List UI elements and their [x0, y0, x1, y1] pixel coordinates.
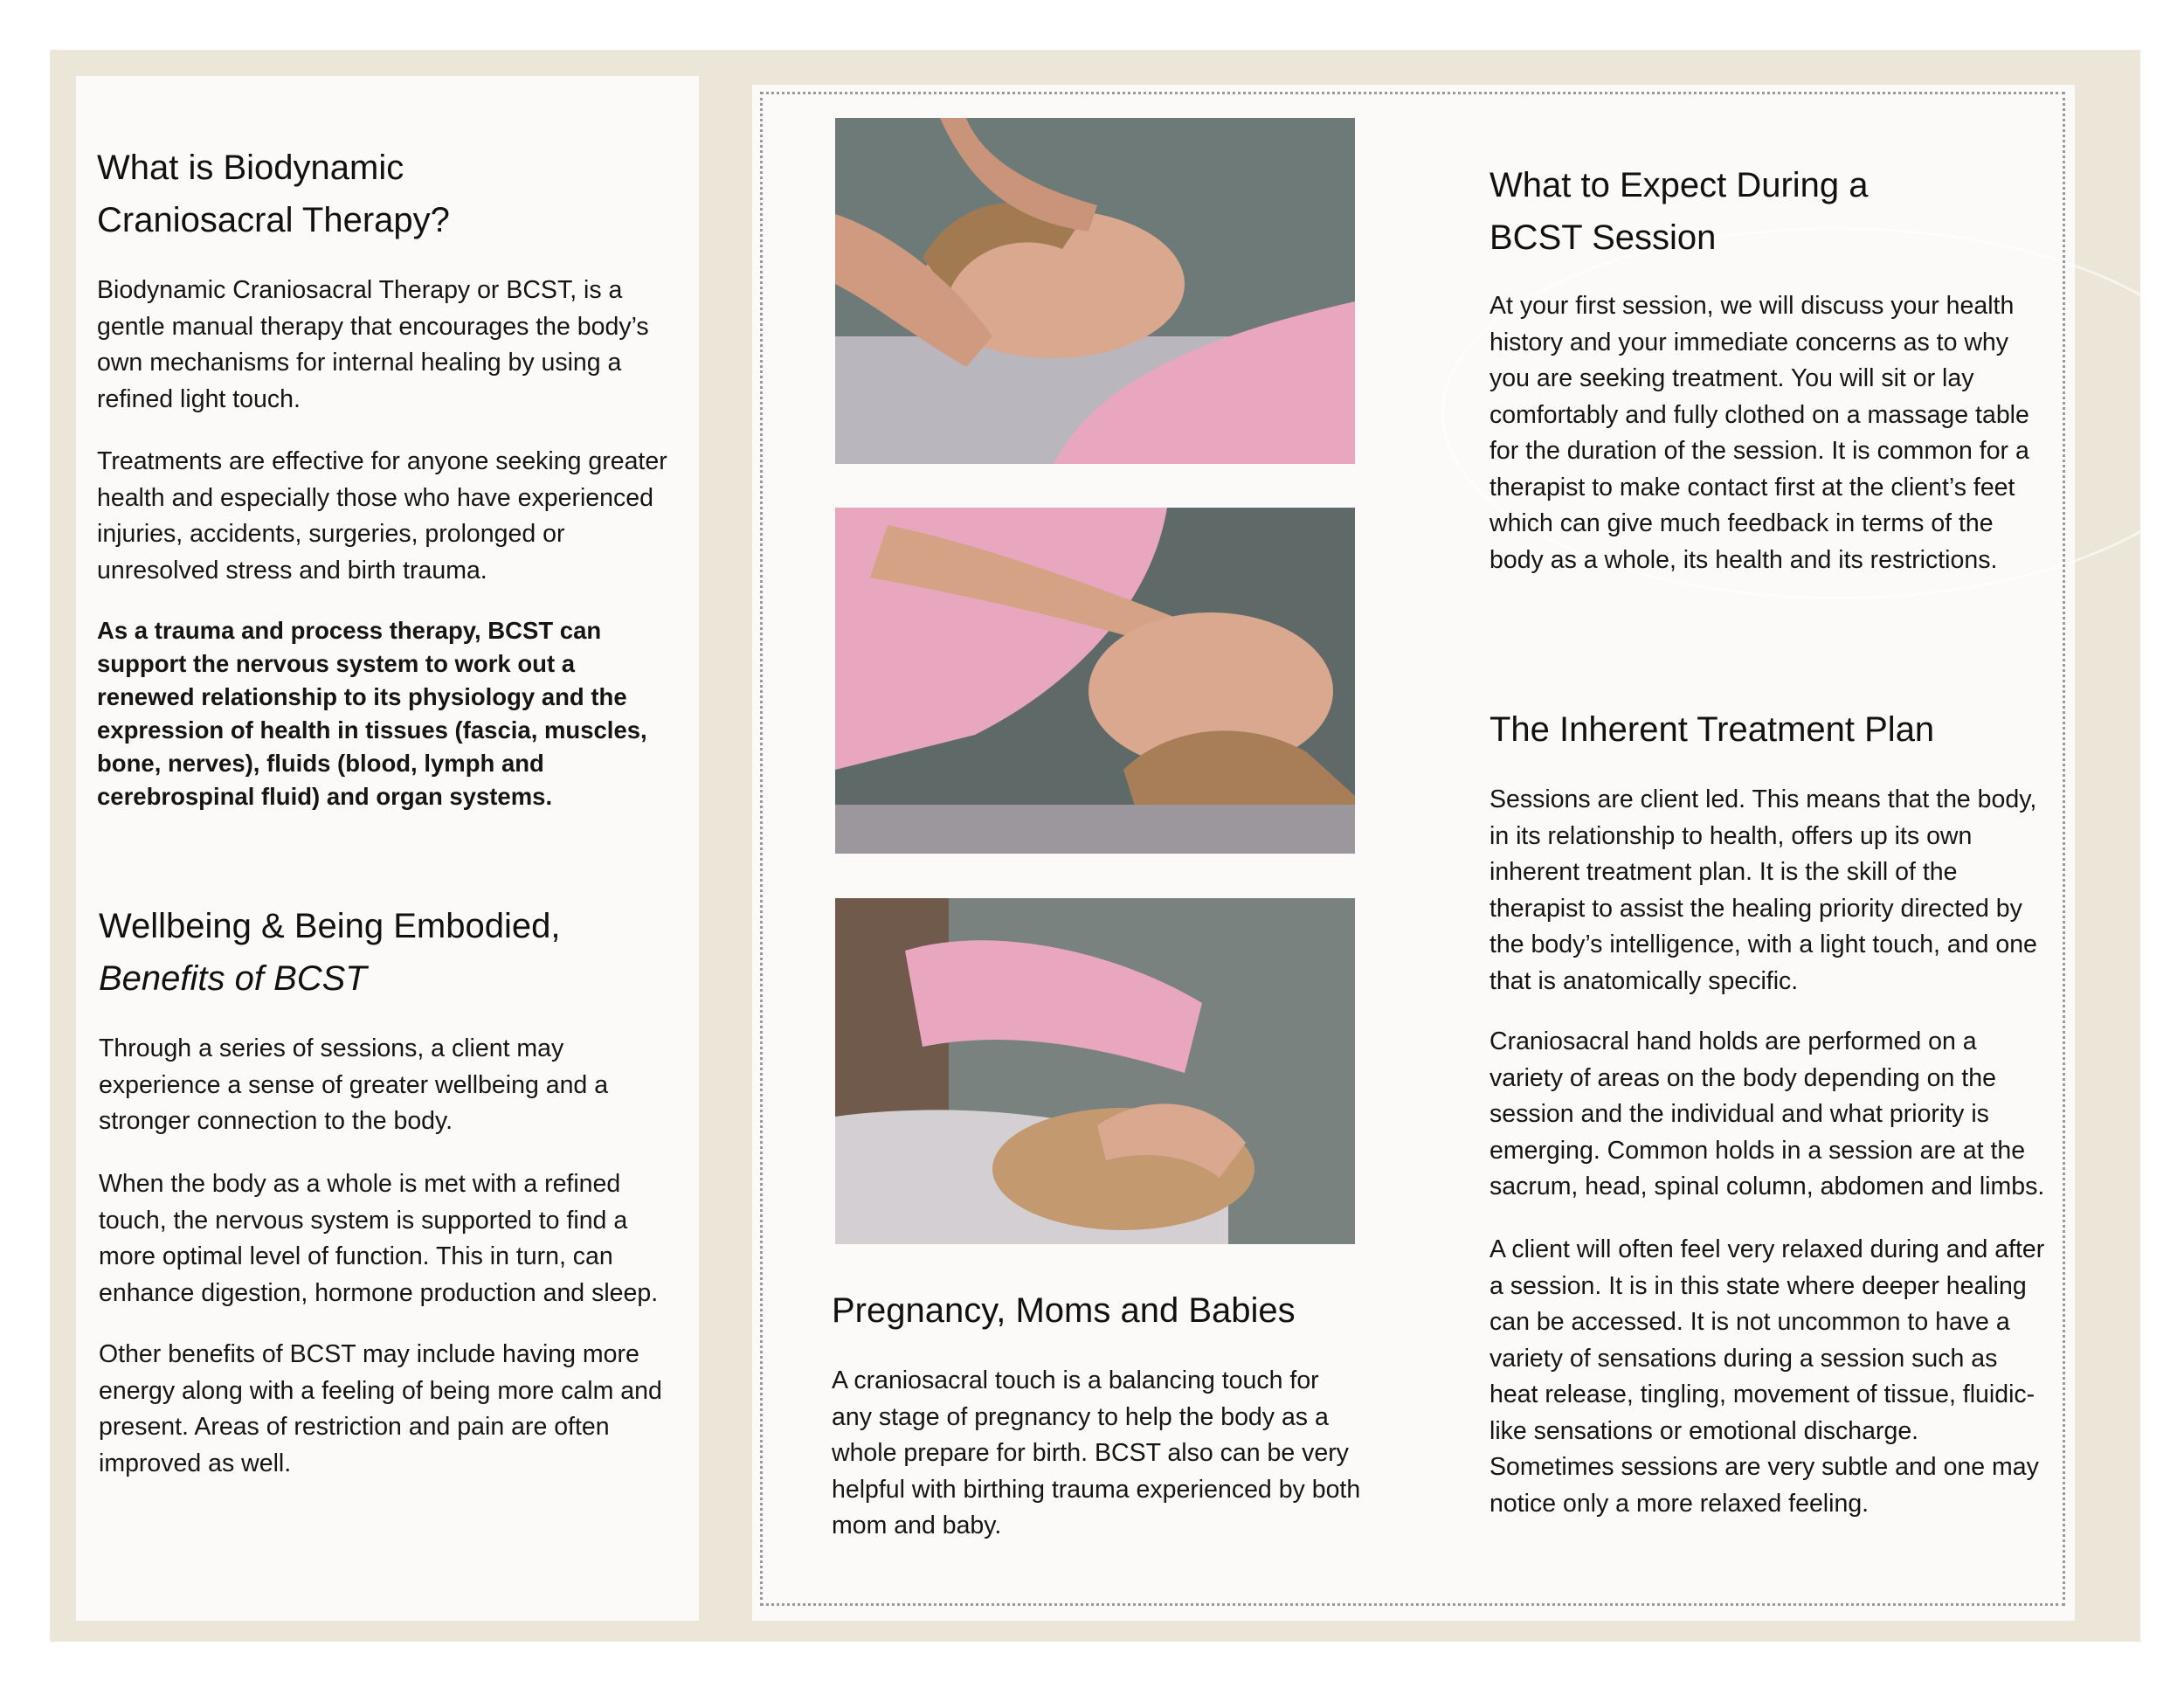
expect-paragraph: At your first session, we will discuss your health history and your immediate concerns as to why you are seeking treatment. You will sit or lay comfortably and fully clothed on a massage table for the duration of the session. It is common for a therapist to make contact first at the client’s feet which can give much feedback in terms of the body as a whole, its health and its restrictions.: [1489, 292, 2029, 574]
plan-hand-holds-paragraph: Craniosacral hand holds are performed on a variety of areas on the body depending on the session and the individual and what priority is emerging. Common holds in a session are at the sacrum, head, spinal column, abdomen and limbs.: [1489, 1027, 2045, 1200]
wellbeing-benefits-paragraph: Other benefits of BCST may include having more energy along with a feeling of being more calm and present. Areas of restriction and pain are often improved as well.: [99, 1340, 662, 1477]
expect-title-line2: BCST Session: [1489, 218, 1717, 257]
bcst-title-line2: Craniosacral Therapy?: [97, 201, 450, 239]
bcst-title-line1: What is Biodynamic: [97, 149, 404, 187]
bcst-title: [97, 142, 674, 246]
wellbeing-sessions-paragraph: Through a series of sessions, a client may experience a sense of greater wellbeing and a stronger connection to the body.: [99, 1034, 609, 1135]
plan-client-led-paragraph: Sessions are client led. This means that the body, in its relationship to health, offers up its own inherent treatment plan. It is the skill of the therapist to assist the healing priority directed by the body’s intelligence, with a light touch, and one that is anatomically specific.: [1489, 785, 2037, 995]
wellbeing-title-line: Wellbeing & Being Embodied,: [99, 907, 561, 945]
bcst-intro-paragraph: Biodynamic Craniosacral Therapy or BCST, is a gentle manual therapy that encourages the body’s own mechanisms for internal healing by using a refined light touch.: [97, 276, 649, 413]
photo-cranial-hold: [835, 898, 1355, 1244]
photo-chest-hold: [835, 508, 1355, 854]
pregnancy-title: Pregnancy, Moms and Babies: [832, 1291, 1296, 1330]
bcst-effective-paragraph: Treatments are effective for anyone seeking greater health and especially those who have experienced injuries, accidents, surgeries, prolonged or unresolved stress and birth trauma.: [97, 447, 667, 585]
plan-title: The Inherent Treatment Plan: [1489, 710, 1935, 749]
bcst-trauma-paragraph: As a trauma and process therapy, BCST can support the nervous system to work out a renewed relationship to its physiology and the expression of health in tissues (fascia, muscles, bone, nerves), fluids (blood, lymph and cerebrospinal fluid) and organ systems.: [97, 617, 647, 810]
wellbeing-touch-paragraph: When the body as a whole is met with a refined touch, the nervous system is supported to find a more optimal level of function. This in turn, can enhance digestion, hormone production and sleep.: [99, 1170, 659, 1307]
plan-relaxation-paragraph: A client will often feel very relaxed during and after a session. It is in this state where deeper healing can be accessed. It is not uncommon to have a variety of sensations during a session such as heat release, tingling, movement of tissue, fluidic-like sensations or emotional discharge. Sometimes sessions are very subtle and one may notice only a more relaxed feeling.: [1489, 1235, 2045, 1518]
expect-title-line1: What to Expect During a: [1489, 166, 1869, 204]
wellbeing-subtitle: Benefits of BCST: [99, 959, 367, 998]
expect-title: [1489, 159, 2049, 264]
wellbeing-title: [99, 900, 675, 1005]
photo-head-hold: [835, 118, 1355, 464]
pregnancy-paragraph: A craniosacral touch is a balancing touch for any stage of pregnancy to help the body as a whole prepare for birth. BCST also can be very helpful with birthing trauma experienced by both mom and baby.: [832, 1366, 1361, 1539]
